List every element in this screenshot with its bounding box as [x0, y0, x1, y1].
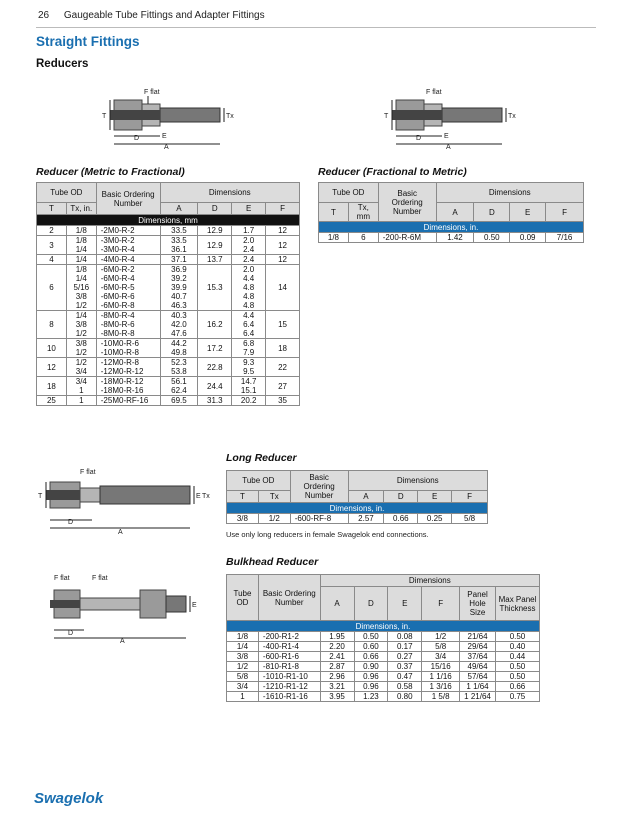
table-row — [227, 632, 540, 642]
cell-e: 14.7 15.1 — [232, 377, 266, 396]
label-a: A — [118, 529, 123, 536]
reducer-diagram-right — [382, 86, 522, 150]
cell-m: 0.50 — [495, 672, 539, 682]
header-t: T — [227, 491, 259, 503]
cell-a: 2.20 — [320, 642, 354, 652]
cell-p: 1 21/64 — [460, 692, 496, 702]
cell-t: 3/8 — [227, 652, 259, 662]
table-row — [37, 396, 300, 406]
cell-d: 22.8 — [198, 358, 232, 377]
cell-d: 31.3 — [198, 396, 232, 406]
header-max-panel-thickness: Max Panel Thickness — [495, 587, 539, 621]
header-t: T — [37, 203, 67, 215]
cell-num: -200-R-6M — [378, 233, 436, 243]
cell-a: 2.57 — [348, 514, 384, 524]
header-e: E — [418, 491, 452, 503]
header-f: F — [452, 491, 488, 503]
header-tube-od: Tube OD — [227, 575, 259, 621]
header-f: F — [422, 587, 460, 621]
header-f: F — [546, 203, 584, 222]
caption-bulkhead-reducer: Bulkhead Reducer — [226, 556, 319, 568]
cell-t: 18 — [37, 377, 67, 396]
cell-f: 15/16 — [422, 662, 460, 672]
cell-t: 5/8 — [227, 672, 259, 682]
dimension-units-row: Dimensions, in. — [227, 503, 488, 514]
cell-a: 52.3 53.8 — [160, 358, 198, 377]
cell-d: 0.50 — [474, 233, 510, 243]
header-e: E — [388, 587, 422, 621]
table-fractional-to-metric — [318, 182, 584, 243]
cell-a: 2.87 — [320, 662, 354, 672]
cell-num: -600-RF-8 — [290, 514, 348, 524]
cell-tx: 6 — [348, 233, 378, 243]
cell-f: 12 — [266, 255, 300, 265]
header-a: A — [436, 203, 474, 222]
cell-t: 1/2 — [227, 662, 259, 672]
cell-d: 17.2 — [198, 339, 232, 358]
cell-tx: 1/4 3/8 1/2 — [66, 311, 96, 339]
header-basic-ordering: Basic Ordering Number — [258, 575, 320, 621]
cell-num: -600-R1-6 — [258, 652, 320, 662]
dimension-units-row: Dimensions, in. — [319, 222, 584, 233]
header-dimensions: Dimensions — [160, 183, 299, 203]
cell-f: 1/2 — [422, 632, 460, 642]
header-tube-od: Tube OD — [37, 183, 97, 203]
header-e: E — [232, 203, 266, 215]
cell-f: 27 — [266, 377, 300, 396]
header-a: A — [348, 491, 384, 503]
cell-t: 10 — [37, 339, 67, 358]
label-f-flat: F flat — [426, 89, 442, 96]
cell-tx: 3/4 1 — [66, 377, 96, 396]
cell-d: 16.2 — [198, 311, 232, 339]
cell-f: 3/4 — [422, 652, 460, 662]
label-d: D — [416, 135, 422, 142]
header-tx: Tx, in. — [66, 203, 96, 215]
cell-num: -8M0-R-4 -8M0-R-6 -8M0-R-8 — [96, 311, 160, 339]
table-row — [227, 652, 540, 662]
section-title: Straight Fittings — [36, 34, 140, 49]
table-row — [227, 682, 540, 692]
cell-d: 24.4 — [198, 377, 232, 396]
header-f: F — [266, 203, 300, 215]
cell-tx: 1/4 — [66, 255, 96, 265]
cell-e: 1.7 — [232, 226, 266, 236]
cell-a: 2.41 — [320, 652, 354, 662]
cell-e: 6.8 7.9 — [232, 339, 266, 358]
cell-a: 1.42 — [436, 233, 474, 243]
table-row — [37, 339, 300, 358]
cell-t: 6 — [37, 265, 67, 311]
bulkhead-reducer-diagram — [44, 572, 208, 644]
cell-t: 3 — [37, 236, 67, 255]
long-reducer-note: Use only long reducers in female Swagelok end connections. — [226, 530, 429, 539]
cell-f: 1 1/16 — [422, 672, 460, 682]
header-title: Gaugeable Tube Fittings and Adapter Fittings — [63, 10, 265, 21]
cell-num: -400-R1-4 — [258, 642, 320, 652]
table-long-reducer — [226, 470, 488, 524]
cell-a: 33.5 — [160, 226, 198, 236]
cell-t: 8 — [37, 311, 67, 339]
table-bulkhead-reducer — [226, 574, 540, 702]
cell-m: 0.50 — [495, 632, 539, 642]
cell-num: -810-R1-8 — [258, 662, 320, 672]
table-row — [37, 358, 300, 377]
cell-tx: 1/2 — [258, 514, 290, 524]
label-a: A — [120, 638, 125, 644]
cell-num: -18M0-R-12 -18M0-R-16 — [96, 377, 160, 396]
cell-num: -12M0-R-8 -12M0-R-12 — [96, 358, 160, 377]
reducer-diagram-left — [100, 86, 240, 150]
label-d: D — [68, 630, 74, 637]
cell-num: -3M0-R-2 -3M0-R-4 — [96, 236, 160, 255]
page-header — [38, 10, 265, 21]
cell-d: 0.96 — [354, 672, 388, 682]
cell-num: -6M0-R-2 -6M0-R-4 -6M0-R-5 -6M0-R-6 -6M0-R-8 — [96, 265, 160, 311]
cell-p: 29/64 — [460, 642, 496, 652]
cell-e: 2.0 2.4 — [232, 236, 266, 255]
label-tx: Tx — [226, 113, 234, 120]
cell-e: 2.0 4.4 4.8 4.8 4.8 — [232, 265, 266, 311]
table-row — [227, 642, 540, 652]
cell-t: 3/4 — [227, 682, 259, 692]
cell-e: 0.58 — [388, 682, 422, 692]
cell-tx: 1/2 3/4 — [66, 358, 96, 377]
cell-a: 2.96 — [320, 672, 354, 682]
label-t: T — [102, 113, 107, 120]
cell-num: -2M0-R-2 — [96, 226, 160, 236]
cell-t: 25 — [37, 396, 67, 406]
header-d: D — [384, 491, 418, 503]
cell-f: 18 — [266, 339, 300, 358]
label-e: E — [192, 602, 197, 609]
header-tx: Tx, mm — [348, 203, 378, 222]
header-tube-od: Tube OD — [319, 183, 379, 203]
header-t: T — [319, 203, 349, 222]
header-basic-ordering: Basic Ordering Number — [378, 183, 436, 222]
cell-t: 12 — [37, 358, 67, 377]
label-d: D — [134, 135, 140, 142]
cell-d: 13.7 — [198, 255, 232, 265]
cell-f: 14 — [266, 265, 300, 311]
table-row — [227, 662, 540, 672]
header-d: D — [198, 203, 232, 215]
cell-d: 0.90 — [354, 662, 388, 672]
header-tx: Tx — [258, 491, 290, 503]
cell-tx: 3/8 1/2 — [66, 339, 96, 358]
cell-f: 22 — [266, 358, 300, 377]
table-row — [37, 311, 300, 339]
cell-a: 44.2 49.8 — [160, 339, 198, 358]
header-dimensions: Dimensions — [320, 575, 539, 587]
table-row — [227, 672, 540, 682]
header-a: A — [160, 203, 198, 215]
swagelok-logo: Swagelok — [34, 790, 104, 807]
cell-f: 12 — [266, 226, 300, 236]
caption-fractional-to-metric: Reducer (Fractional to Metric) — [318, 166, 467, 178]
cell-t: 3/8 — [227, 514, 259, 524]
cell-f: 5/8 — [452, 514, 488, 524]
cell-e: 9.3 9.5 — [232, 358, 266, 377]
header-rule — [36, 27, 596, 28]
cell-tx: 1/8 1/4 5/16 3/8 1/2 — [66, 265, 96, 311]
cell-d: 12.9 — [198, 236, 232, 255]
dimension-units-row: Dimensions, mm — [37, 215, 300, 226]
label-e: E — [196, 493, 201, 500]
label-t: T — [384, 113, 389, 120]
cell-tx: 1/8 — [66, 226, 96, 236]
header-d: D — [474, 203, 510, 222]
cell-a: 56.1 62.4 — [160, 377, 198, 396]
cell-num: -1210-R1-12 — [258, 682, 320, 692]
cell-d: 0.66 — [354, 652, 388, 662]
label-a: A — [446, 144, 451, 150]
cell-e: 2.4 — [232, 255, 266, 265]
cell-m: 0.40 — [495, 642, 539, 652]
cell-a: 40.3 42.0 47.6 — [160, 311, 198, 339]
cell-t: 1/4 — [227, 642, 259, 652]
table-row — [319, 233, 584, 243]
header-tube-od: Tube OD — [227, 471, 291, 491]
cell-num: -10M0-R-6 -10M0-R-8 — [96, 339, 160, 358]
cell-f: 5/8 — [422, 642, 460, 652]
cell-e: 0.27 — [388, 652, 422, 662]
label-e: E — [162, 133, 167, 140]
long-reducer-diagram — [36, 466, 212, 536]
table-row — [37, 236, 300, 255]
header-a: A — [320, 587, 354, 621]
cell-num: -4M0-R-4 — [96, 255, 160, 265]
label-f-flat: F flat — [92, 575, 108, 582]
cell-p: 37/64 — [460, 652, 496, 662]
cell-m: 0.50 — [495, 662, 539, 672]
cell-e: 0.37 — [388, 662, 422, 672]
cell-a: 36.9 39.2 39.9 40.7 46.3 — [160, 265, 198, 311]
header-d: D — [354, 587, 388, 621]
cell-tx: 1 — [66, 396, 96, 406]
cell-a: 69.5 — [160, 396, 198, 406]
header-dimensions: Dimensions — [436, 183, 583, 203]
cell-a: 3.95 — [320, 692, 354, 702]
cell-a: 1.95 — [320, 632, 354, 642]
header-e: E — [510, 203, 546, 222]
label-tx: Tx — [508, 113, 516, 120]
cell-d: 0.60 — [354, 642, 388, 652]
cell-p: 21/64 — [460, 632, 496, 642]
cell-t: 1/8 — [319, 233, 349, 243]
cell-d: 1.23 — [354, 692, 388, 702]
cell-d: 0.96 — [354, 682, 388, 692]
cell-e: 0.09 — [510, 233, 546, 243]
label-t: T — [38, 493, 43, 500]
cell-f: 12 — [266, 236, 300, 255]
cell-p: 1 1/64 — [460, 682, 496, 692]
caption-long-reducer: Long Reducer — [226, 452, 297, 464]
cell-num: -1010-R1-10 — [258, 672, 320, 682]
table-metric-to-fractional — [36, 182, 300, 406]
header-panel-hole-size: Panel Hole Size — [460, 587, 496, 621]
cell-e: 0.47 — [388, 672, 422, 682]
subsection-title: Reducers — [36, 58, 89, 70]
cell-p: 57/64 — [460, 672, 496, 682]
cell-d: 0.50 — [354, 632, 388, 642]
header-basic-ordering: Basic Ordering Number — [290, 471, 348, 503]
cell-f: 1 5/8 — [422, 692, 460, 702]
cell-e: 0.17 — [388, 642, 422, 652]
table-row — [37, 255, 300, 265]
dimension-units-row: Dimensions, in. — [227, 621, 540, 632]
cell-e: 4.4 6.4 6.4 — [232, 311, 266, 339]
table-row — [37, 265, 300, 311]
label-tx: Tx — [202, 493, 210, 500]
cell-t: 2 — [37, 226, 67, 236]
cell-m: 0.75 — [495, 692, 539, 702]
cell-num: -1610-R1-16 — [258, 692, 320, 702]
label-a: A — [164, 144, 169, 150]
cell-m: 0.44 — [495, 652, 539, 662]
table-row — [227, 692, 540, 702]
cell-d: 12.9 — [198, 226, 232, 236]
label-f-flat: F flat — [54, 575, 70, 582]
cell-f: 35 — [266, 396, 300, 406]
label-f-flat: F flat — [80, 469, 96, 476]
cell-p: 49/64 — [460, 662, 496, 672]
cell-e: 20.2 — [232, 396, 266, 406]
cell-t: 1/8 — [227, 632, 259, 642]
table-row — [227, 514, 488, 524]
table-row — [37, 377, 300, 396]
cell-tx: 1/8 1/4 — [66, 236, 96, 255]
cell-d: 15.3 — [198, 265, 232, 311]
cell-a: 33.5 36.1 — [160, 236, 198, 255]
cell-d: 0.66 — [384, 514, 418, 524]
cell-t: 1 — [227, 692, 259, 702]
cell-e: 0.80 — [388, 692, 422, 702]
cell-e: 0.08 — [388, 632, 422, 642]
header-dimensions: Dimensions — [348, 471, 487, 491]
table-row — [37, 226, 300, 236]
cell-a: 3.21 — [320, 682, 354, 692]
cell-f: 15 — [266, 311, 300, 339]
cell-f: 7/16 — [546, 233, 584, 243]
cell-m: 0.66 — [495, 682, 539, 692]
cell-e: 0.25 — [418, 514, 452, 524]
page-number: 26 — [38, 10, 50, 21]
header-basic-ordering: Basic Ordering Number — [96, 183, 160, 215]
cell-t: 4 — [37, 255, 67, 265]
label-d: D — [68, 519, 74, 526]
cell-a: 37.1 — [160, 255, 198, 265]
label-e: E — [444, 133, 449, 140]
cell-f: 1 3/16 — [422, 682, 460, 692]
cell-num: -25M0-RF-16 — [96, 396, 160, 406]
caption-metric-to-fractional: Reducer (Metric to Fractional) — [36, 166, 185, 178]
label-f-flat: F flat — [144, 89, 160, 96]
cell-num: -200-R1-2 — [258, 632, 320, 642]
